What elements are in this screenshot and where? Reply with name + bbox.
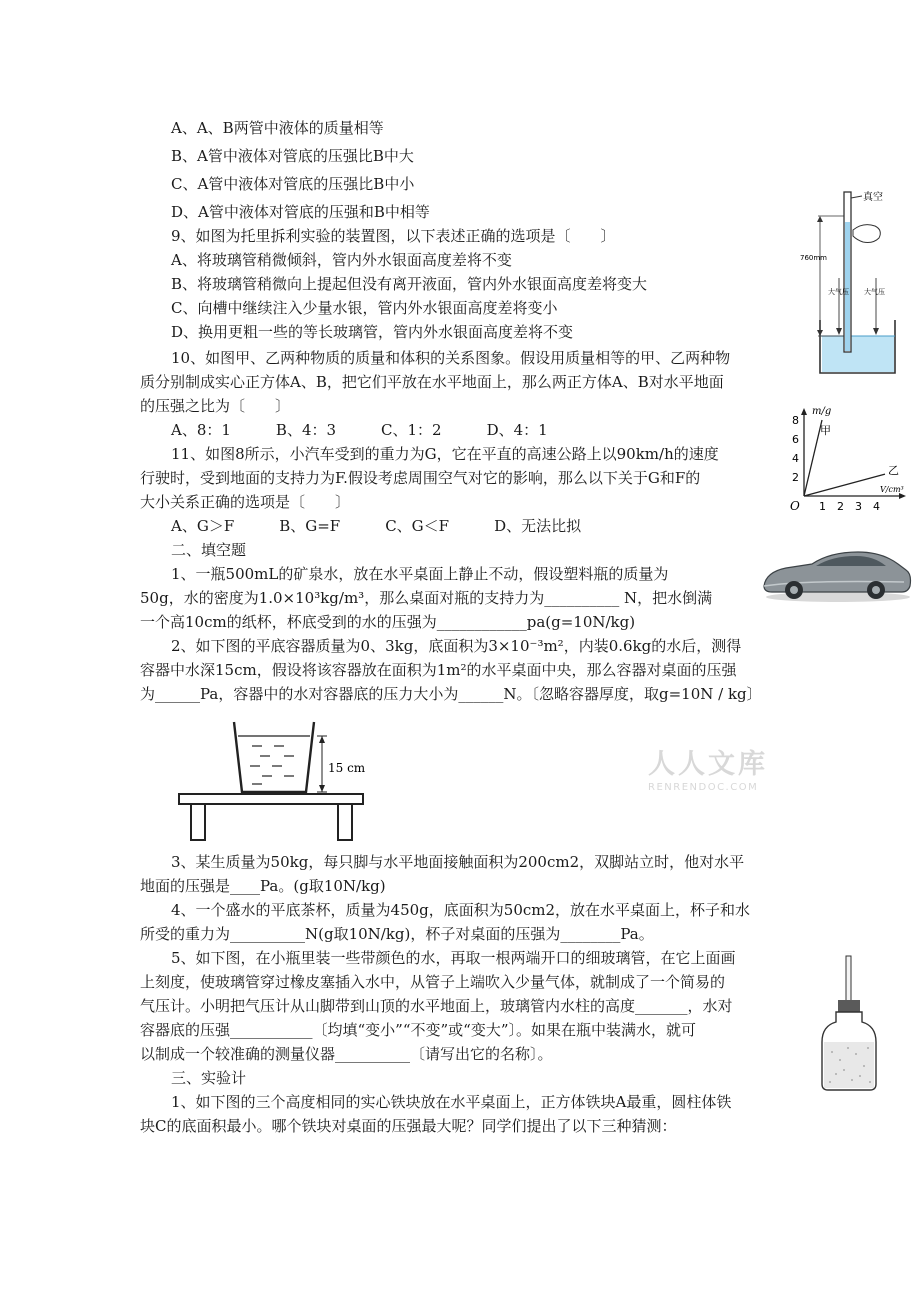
fill-3-line1: 3、某生质量为50kg，每只脚与水平地面接触面积为200cm2，双脚站立时，他对水平 xyxy=(171,853,745,871)
section-fill-in: 二、填空题 xyxy=(171,541,247,559)
fill-2-line3: 为______Pa，容器中的水对容器底的压力大小为______N。〔忽略容器厚度，取g=10N / kg〕 xyxy=(140,685,762,703)
torricelli-figure xyxy=(800,182,896,376)
series-b-line xyxy=(804,474,885,496)
fill-5-line4: 容器底的压强___________〔均填“变小”“不变”或“变大”〕。如果在瓶中装满水，就可 xyxy=(140,1021,697,1039)
fill-2-line1: 2、如下图的平底容器质量为0、3kg，底面积为3×10⁻³m²，内装0.6kg的水后，测得 xyxy=(171,637,742,655)
vacuum-label: 真空 xyxy=(863,192,883,203)
watermark-title: 人人文库 xyxy=(648,749,768,780)
origin-label: O xyxy=(790,499,800,513)
table-top xyxy=(179,794,363,804)
fill-4-line2: 所受的重力为__________N(g取10N/kg)，杯子对桌面的压强为________Pa。 xyxy=(140,925,654,943)
rubber-stopper xyxy=(838,1000,860,1012)
y-tick-label: 4 xyxy=(792,452,799,465)
option-d-q8: D、A管中液体对管底的压强和B中相等 xyxy=(171,203,430,221)
fill-5-line1: 5、如下图，在小瓶里装一些带颜色的水，再取一根两端开口的细玻璃管，在它上面画 xyxy=(171,949,736,967)
question-10-line3: 的压强之比为〔 〕 xyxy=(140,397,291,415)
watermark xyxy=(648,742,768,793)
fill-5-line3: 气压计。小明把气压计从山脚带到山顶的水平地面上，玻璃管内水柱的高度_______，水对 xyxy=(140,997,733,1015)
table-leg-right xyxy=(338,804,352,840)
colored-water xyxy=(824,1042,874,1088)
option-c-q8: C、A管中液体对管底的压强比B中小 xyxy=(171,175,415,193)
fill-4-line1: 4、一个盛水的平底茶杯，质量为450g，底面积为50cm2，放在水平桌面上，杯子和水 xyxy=(171,901,751,919)
question-10-line2: 质分别制成实心正方体A、B，把它们平放在水平地面上，那么两正方体A、B对水平地面 xyxy=(140,373,724,391)
series-b-label: 乙 xyxy=(888,464,899,477)
question-11-line1: 11、如图8所示，小汽车受到的重力为G，它在平直的高速公路上以90km/h的速度 xyxy=(171,445,719,463)
x-tick-label: 1 xyxy=(819,500,826,513)
series-a-label: 甲 xyxy=(820,424,831,437)
atm-right-label: 大气压 xyxy=(864,288,885,296)
fill-1-line2: 50g，水的密度为1.0×10³kg/m³，那么桌面对瓶的支持力为__________ N，把水倒满 xyxy=(140,589,713,607)
question-11-line2: 行驶时，受到地面的支持力为F.假设考虑周围空气对它的影响，那么以下关于G和F的 xyxy=(140,469,701,487)
experiment-1-line2: 块C的底面积最小。哪个铁块对桌面的压强最大呢？同学们提出了以下三种猜测： xyxy=(140,1117,677,1135)
y-axis-label: m/g xyxy=(812,406,832,417)
question-9: 9、如图为托里拆利实验的装置图，以下表述正确的选项是〔 〕 xyxy=(171,227,616,245)
option-d-q9: D、换用更粗一些的等长玻璃管，管内外水银面高度差将不变 xyxy=(171,323,574,341)
fill-1-line1: 1、一瓶500mL的矿泉水，放在水平桌面上静止不动，假设塑料瓶的质量为 xyxy=(171,565,669,583)
options-q10: A、8：1 B、4：3 C、1：2 D、4：1 xyxy=(171,421,548,439)
barometer-figure xyxy=(818,952,880,1092)
container-figure xyxy=(176,714,368,844)
section-experiment: 三、实验计 xyxy=(171,1069,247,1087)
options-q11: A、G＞F B、G=F C、G＜F D、无法比拟 xyxy=(171,517,582,535)
question-11-line3: 大小关系正确的选项是〔 〕 xyxy=(140,493,351,511)
height-label: 760mm xyxy=(800,254,827,262)
y-tick-label: 2 xyxy=(792,471,799,484)
option-a-q9: A、将玻璃管稍微倾斜，管内外水银面高度差将不变 xyxy=(171,251,512,269)
mass-volume-graph xyxy=(784,404,910,516)
atm-left-label: 大气压 xyxy=(828,288,849,296)
hand-icon xyxy=(853,225,880,243)
water xyxy=(237,736,311,792)
y-tick-label: 8 xyxy=(792,414,799,427)
table-leg-left xyxy=(191,804,205,840)
mercury-trough xyxy=(822,336,894,372)
option-b-q8: B、A管中液体对管底的压强比B中大 xyxy=(171,147,414,165)
fill-1-line3: 一个高10cm的纸杯，杯底受到的水的压强为____________pa(g=10N/kg) xyxy=(140,613,636,631)
car-figure xyxy=(758,548,914,604)
fill-3-line2: 地面的压强是____Pa。(g取10N/kg) xyxy=(140,877,386,895)
x-axis-label: V/cm³ xyxy=(880,485,904,494)
option-c-q9: C、向槽中继续注入少量水银，管内外水银面高度差将变小 xyxy=(171,299,558,317)
fill-5-line2: 上刻度，使玻璃管穿过橡皮塞插入水中，从管子上端吹入少量气体，就制成了一个简易的 xyxy=(140,973,726,991)
x-tick-label: 2 xyxy=(837,500,844,513)
x-tick-label: 4 xyxy=(873,500,880,513)
x-tick-label: 3 xyxy=(855,500,862,513)
mercury-column xyxy=(845,222,850,351)
fill-2-line2: 容器中水深15cm，假设将该容器放在面积为1m²的水平桌面中央，那么容器对桌面的压强 xyxy=(140,661,737,679)
y-tick-label: 6 xyxy=(792,433,799,446)
question-10-line1: 10、如图甲、乙两种物质的质量和体积的关系图象。假设用质量相等的甲、乙两种物 xyxy=(171,349,731,367)
watermark-domain: RENRENDOC.COM xyxy=(648,782,759,793)
option-b-q9: B、将玻璃管稍微向上提起但没有离开液面，管内外水银面高度差将变大 xyxy=(171,275,648,293)
experiment-1-line1: 1、如下图的三个高度相同的实心铁块放在水平桌面上，正方体铁块A最重，圆柱体铁 xyxy=(171,1093,732,1111)
fill-5-line5: 以制成一个较准确的测量仪器__________〔请写出它的名称〕。 xyxy=(140,1045,553,1063)
option-a-q8: A、A、B两管中液体的质量相等 xyxy=(171,119,384,137)
depth-label: 15 cm xyxy=(328,761,366,775)
